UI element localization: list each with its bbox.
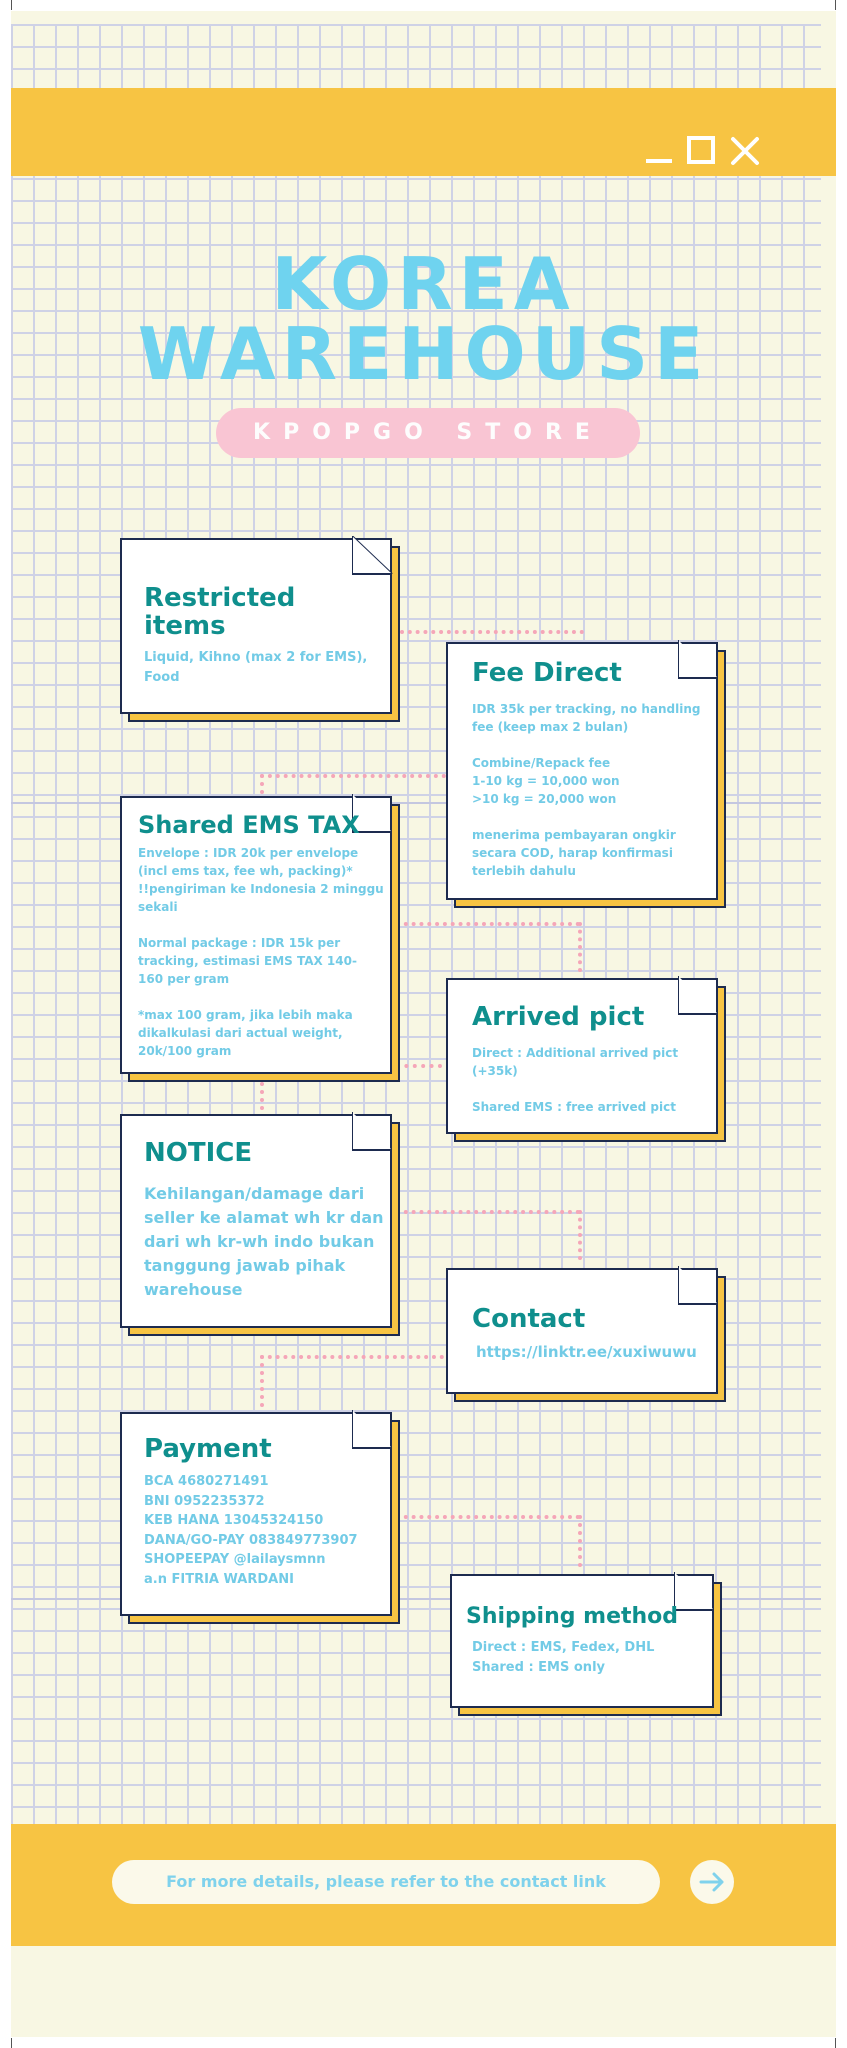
arrived-pict-card bbox=[446, 978, 718, 1134]
connector-dots bbox=[578, 1515, 582, 1567]
card-title: Restricted items bbox=[144, 583, 296, 641]
crop-mark bbox=[11, 0, 12, 10]
arrow-right-icon bbox=[690, 1860, 734, 1904]
payment-card bbox=[120, 1412, 392, 1616]
page-fold-icon bbox=[678, 640, 720, 680]
card-title: Shared EMS TAX bbox=[138, 811, 360, 839]
fee-direct-card bbox=[446, 642, 718, 900]
page-fold-icon bbox=[678, 1266, 720, 1306]
connector-dots bbox=[578, 1210, 582, 1260]
crop-mark bbox=[835, 2038, 836, 2048]
shared-ems-tax-card bbox=[120, 796, 392, 1074]
connector-dots bbox=[260, 1355, 264, 1407]
connector-dots bbox=[400, 630, 584, 634]
connector-dots bbox=[260, 774, 264, 794]
minimize-icon[interactable] bbox=[646, 136, 672, 166]
crop-mark bbox=[11, 2038, 12, 2048]
crop-mark bbox=[835, 0, 836, 10]
connector-dots bbox=[396, 1210, 580, 1214]
card-body: Kehilangan/damage dari seller ke alamat wh kr dan dari wh kr-wh indo bukan tanggung jawab pihak warehouse bbox=[144, 1184, 384, 1299]
connector-dots bbox=[578, 922, 582, 972]
connector-dots bbox=[396, 1064, 442, 1068]
connector-dots bbox=[260, 1082, 264, 1110]
page-fold-icon bbox=[352, 1112, 394, 1152]
card-title: Shipping method bbox=[466, 1604, 679, 1629]
shipping-method-card bbox=[450, 1574, 714, 1708]
card-title: Payment bbox=[144, 1434, 272, 1464]
card-body: Direct : EMS, Fedex, DHL Shared : EMS only bbox=[472, 1640, 655, 1675]
contact-card bbox=[446, 1268, 718, 1394]
page-fold-icon bbox=[674, 1572, 716, 1612]
connector-dots bbox=[260, 1355, 444, 1359]
store-badge: KPOPGO STORE bbox=[216, 408, 640, 458]
card-body: Direct : Additional arrived pict (+35k) Shared EMS : free arrived pict bbox=[472, 1046, 679, 1114]
contact-link[interactable]: https://linktr.ee/xuxiwuwu bbox=[476, 1343, 697, 1361]
notice-card bbox=[120, 1114, 392, 1328]
card-title: Fee Direct bbox=[472, 658, 622, 688]
connector-dots bbox=[396, 1515, 580, 1519]
page-fold-icon bbox=[352, 1410, 394, 1450]
next-button[interactable] bbox=[690, 1860, 734, 1904]
page-title-line-2: WAREHOUSE bbox=[137, 312, 710, 396]
restricted-items-card bbox=[120, 538, 392, 714]
connector-dots bbox=[260, 774, 446, 778]
close-icon[interactable] bbox=[730, 136, 760, 166]
connector-dots bbox=[396, 922, 580, 926]
page-title-line-1: KOREA bbox=[271, 242, 576, 326]
maximize-icon[interactable] bbox=[687, 136, 715, 166]
footer-message: For more details, please refer to the contact link bbox=[112, 1860, 660, 1904]
page-fold-icon bbox=[678, 976, 720, 1016]
card-body: Envelope : IDR 20k per envelope (incl ems tax, fee wh, packing)* !!pengiriman ke Indonesia 2 minggu sekali Normal package : IDR 15k per tracking, estimasi EMS TAX 140- 160 per gram *max 100 gram, jika lebih maka dikalkulasi dari actual weight, 20k/100 gram bbox=[138, 846, 384, 1058]
page-fold-icon bbox=[352, 536, 394, 576]
card-body: IDR 35k per tracking, no handling fee (keep max 2 bulan) Combine/Repack fee 1-10 kg = 10,000 won >10 kg = 20,000 won menerima pembayaran ongkir secara COD, harap konfirmasi terlebih dahulu bbox=[472, 702, 701, 878]
card-title: Contact bbox=[472, 1304, 586, 1334]
card-title: NOTICE bbox=[144, 1138, 253, 1168]
card-body: Liquid, Kihno (max 2 for EMS), Food bbox=[144, 650, 368, 685]
card-title: Arrived pict bbox=[472, 1002, 645, 1032]
card-body: BCA 4680271491 BNI 0952235372 KEB HANA 13045324150 DANA/GO-PAY 083849773907 SHOPEEPAY @lailaysmnn a.n FITRIA WARDANI bbox=[144, 1474, 358, 1587]
